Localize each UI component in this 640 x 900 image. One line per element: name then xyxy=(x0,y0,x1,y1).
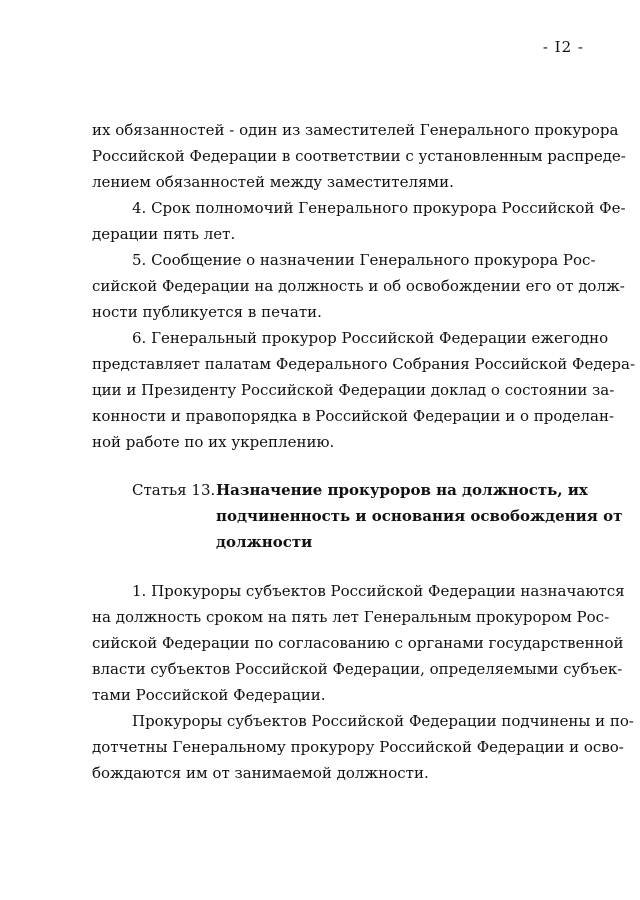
article-title-line: должности xyxy=(216,533,313,551)
text-line: власти субъектов Российской Федерации, определяемыми субъек- xyxy=(92,660,623,678)
text-line: ции и Президенту Российской Федерации доклад о состоянии за- xyxy=(92,381,615,399)
text-line: дерации пять лет. xyxy=(92,225,236,243)
text-line: сийской Федерации по согласованию с органами государственной xyxy=(92,634,624,652)
text-line: 5. Сообщение о назначении Генерального прокурора Рос- xyxy=(132,251,596,269)
text-line: на должность сроком на пять лет Генеральным прокурором Рос- xyxy=(92,608,610,626)
text-line: 6. Генеральный прокурор Российской Федерации ежегодно xyxy=(132,329,609,347)
page-number: - I2 - xyxy=(542,38,584,56)
article-title-line: подчиненность и основания освобождения от xyxy=(216,507,623,525)
text-line: бождаются им от занимаемой должности. xyxy=(92,764,429,782)
text-line: Прокуроры субъектов Российской Федерации подчинены и по- xyxy=(132,712,634,730)
text-line: тами Российской Федерации. xyxy=(92,686,326,704)
article-label: Статья 13. xyxy=(132,481,216,499)
article-title-line: Назначение прокуроров на должность, их xyxy=(216,481,588,499)
text-line: их обязанностей - один из заместителей Генерального прокурора xyxy=(92,121,619,139)
text-line: ности публикуется в печати. xyxy=(92,303,322,321)
text-line: 4. Срок полномочий Генерального прокурора Российской Фе- xyxy=(132,199,626,217)
text-line: дотчетны Генеральному прокурору Российской Федерации и осво- xyxy=(92,738,624,756)
text-line: 1. Прокуроры субъектов Российской Федерации назначаются xyxy=(132,582,625,600)
text-line: лением обязанностей между заместителями. xyxy=(92,173,454,191)
text-line: конности и правопорядка в Российской Федерации и о проделан- xyxy=(92,407,615,425)
text-line: представляет палатам Федерального Собрания Российской Федера- xyxy=(92,355,636,373)
text-line: ной работе по их укреплению. xyxy=(92,433,335,451)
text-line: Российской Федерации в соответствии с установленным распреде- xyxy=(92,147,626,165)
text-line: сийской Федерации на должность и об освобождении его от долж- xyxy=(92,277,625,295)
